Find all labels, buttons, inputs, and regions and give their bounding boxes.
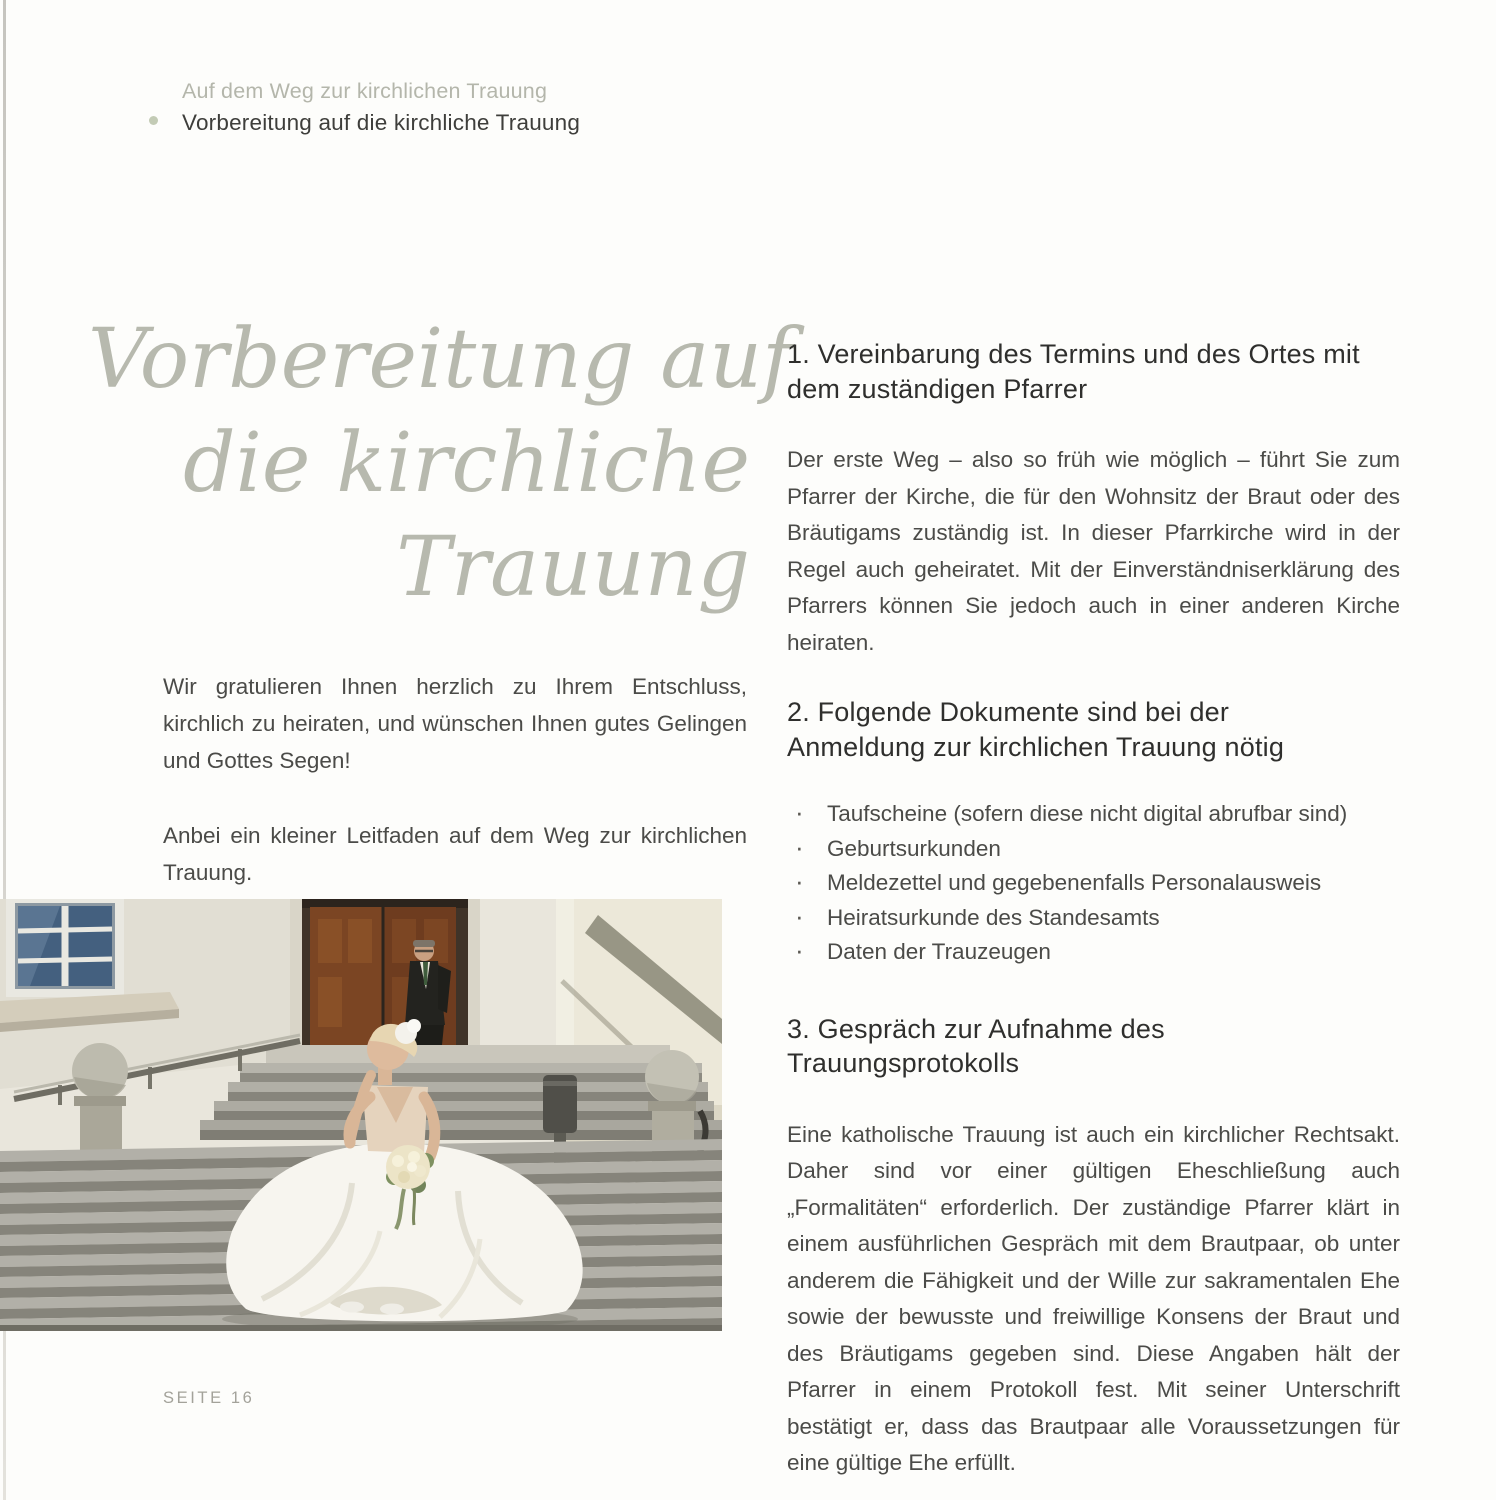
list-bullet-icon: · bbox=[795, 935, 804, 965]
breadcrumb-chapter: Auf dem Weg zur kirchlichen Trauung bbox=[182, 79, 548, 103]
list-item bbox=[787, 935, 1400, 970]
page-title-line-1: Vorbereitung auf bbox=[88, 312, 793, 407]
list-bullet-icon: · bbox=[795, 900, 804, 931]
list-bullet-icon: · bbox=[795, 797, 804, 827]
stone-post-left bbox=[72, 1043, 128, 1158]
section-3-body: Eine katholische Trauung ist auch ein kirchlicher Rechtsakt. Daher sind vor einer gültigen Eheschließung auch „Formalitäten“ erforderlich. Der zuständige Pfarrer klärt in einem ausführlichen Gespräch mit dem Brautpaar, ob unter anderem die Fähigkeit und der Wille zur sakramentalen Ehe sowie der bewusste und freiwillige Konsens der Braut und des Bräutigams gegeben sind. Diese Angaben hält der Pfarrer in einem Protokoll fest. Mit seiner Unterschrift bestätigt er, dass das Brautpaar alle Voraussetzungen für eine gültige Ehe erfüllt. bbox=[787, 1121, 1400, 1475]
wedding-photo bbox=[0, 899, 722, 1331]
page-title bbox=[88, 308, 793, 620]
list-item bbox=[787, 832, 1400, 867]
breadcrumb-section: Vorbereitung auf die kirchliche Trauung bbox=[182, 110, 581, 135]
section-1-heading: 1. Vereinbarung des Termins und des Ortes mit dem zuständigen Pfarrer bbox=[787, 339, 1360, 404]
section-2-heading: 2. Folgende Dokumente sind bei der Anmeldung zur kirchlichen Trauung nötig bbox=[787, 697, 1285, 762]
section-1-body: Der erste Weg – also so früh wie möglich – führt Sie zum Pfarrer der Kirche, die für den Wohnsitz der Braut oder des Bräutigams zuständig ist. In dieser Pfarrkirche wird in der Regel auch geheiratet. Mit der Einverständniserklärung des Pfarrers können Sie jedoch auch in einer anderen Kirche heiraten. bbox=[787, 447, 1400, 655]
main-text-column bbox=[787, 337, 1400, 1482]
section-3-heading: 3. Gespräch zur Aufnahme des Trauungsprotokolls bbox=[787, 1013, 1165, 1078]
page-title-line-2: die kirchliche bbox=[183, 416, 750, 511]
list-item-label: Meldezettel und gegebenenfalls Personalausweis bbox=[827, 870, 1322, 895]
page-title-line-3: Trauung bbox=[396, 520, 750, 615]
list-item-label: Geburtsurkunden bbox=[827, 835, 1001, 861]
list-item bbox=[787, 901, 1400, 936]
document-list bbox=[787, 797, 1400, 970]
window bbox=[6, 899, 124, 997]
intro-text bbox=[163, 668, 747, 929]
list-item bbox=[787, 866, 1400, 901]
list-item-label: Taufscheine (sofern diese nicht digital abrufbar sind) bbox=[827, 801, 1348, 826]
bullet-dot-icon bbox=[149, 116, 158, 125]
intro-paragraph-1: Wir gratulieren Ihnen herzlich zu Ihrem Entschluss, kirchlich zu heiraten, und wünschen Ihnen gutes Gelingen und Gottes Segen! bbox=[163, 674, 747, 773]
upper-steps bbox=[200, 1045, 722, 1140]
intro-paragraph-2: Anbei ein kleiner Leitfaden auf dem Weg zur kirchlichen Trauung. bbox=[163, 823, 747, 885]
list-item-label: Heiratsurkunde des Standesamts bbox=[827, 904, 1160, 930]
list-bullet-icon: · bbox=[795, 866, 804, 896]
breadcrumb bbox=[182, 76, 580, 138]
list-item-label: Daten der Trauzeugen bbox=[827, 939, 1051, 964]
page-number: SEITE 16 bbox=[163, 1389, 255, 1407]
list-item bbox=[787, 797, 1400, 832]
list-bullet-icon: · bbox=[795, 831, 804, 862]
